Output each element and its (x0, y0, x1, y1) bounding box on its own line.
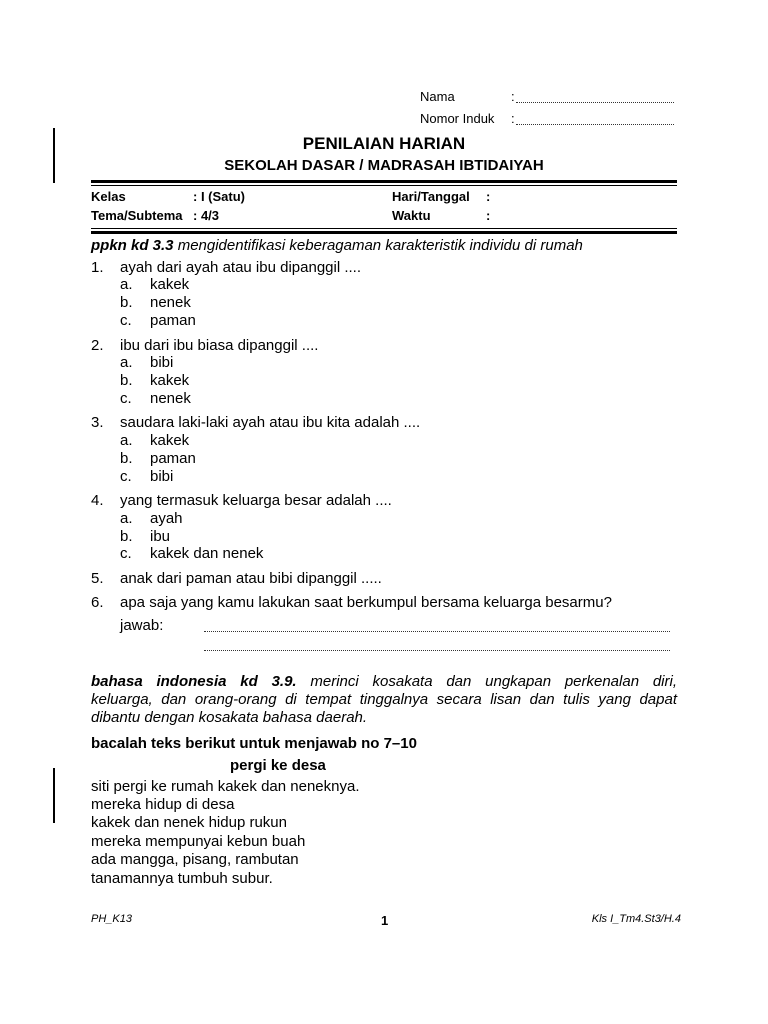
passage-line: mereka hidup di desa (91, 796, 235, 813)
option-letter: b. (120, 528, 133, 545)
passage-line: mereka mempunyai kebun buah (91, 833, 306, 850)
option-text[interactable]: kakek (150, 372, 190, 389)
option-text[interactable]: kakek dan nenek (150, 545, 264, 562)
reading-instruction: bacalah teks berikut untuk menjawab no 7–10 (91, 735, 417, 752)
ppkn-kd-text: mengidentifikasi keberagaman karakteristik individu di rumah (173, 237, 583, 254)
question-number: 4. (91, 492, 104, 509)
nis-field[interactable] (516, 124, 674, 125)
question-number: 2. (91, 337, 104, 354)
option-text[interactable]: ayah (150, 510, 183, 527)
question-number: 6. (91, 594, 104, 611)
page-number: 1 (381, 913, 389, 928)
option-letter: c. (120, 390, 132, 407)
passage-line: kakek dan nenek hidup rukun (91, 814, 287, 831)
page-title: PENILAIAN HARIAN (302, 134, 466, 153)
hari-colon: : (486, 189, 491, 204)
nis-label: Nomor Induk (420, 111, 495, 126)
bahasa-kd-label: bahasa indonesia kd 3.9. (91, 673, 297, 690)
name-label: Nama (420, 89, 455, 104)
waktu-colon: : (486, 208, 491, 223)
kelas-value: : I (Satu) (193, 189, 245, 204)
passage-line: tanamannya tumbuh subur. (91, 870, 273, 887)
ppkn-kd-heading (91, 237, 583, 254)
waktu-label: Waktu (392, 208, 431, 223)
option-text[interactable]: kakek (150, 432, 190, 449)
option-text[interactable]: nenek (150, 390, 191, 407)
bahasa-kd-text-1: merinci kosakata dan ungkapan perkenalan diri, (296, 673, 677, 690)
answer-line-1[interactable] (204, 631, 670, 632)
question-text: apa saja yang kamu lakukan saat berkumpul bersama keluarga besarmu? (120, 594, 612, 611)
option-letter: a. (120, 276, 133, 293)
question-text: saudara laki-laki ayah atau ibu kita adalah .... (120, 414, 421, 431)
name-field[interactable] (516, 102, 674, 103)
bahasa-kd-line-1 (91, 673, 677, 691)
divider-top-thick (91, 180, 677, 183)
option-letter: a. (120, 510, 133, 527)
kelas-label: Kelas (91, 189, 126, 204)
answer-line-2[interactable] (204, 650, 670, 651)
option-letter: a. (120, 354, 133, 371)
passage-title: pergi ke desa (230, 757, 326, 774)
tema-value: : 4/3 (193, 208, 220, 223)
page-subtitle: SEKOLAH DASAR / MADRASAH IBTIDAIYAH (224, 157, 544, 174)
option-text[interactable]: paman (150, 450, 196, 467)
tema-label: Tema/Subtema (91, 208, 183, 223)
name-colon: : (511, 89, 515, 104)
question-number: 5. (91, 570, 104, 587)
option-letter: b. (120, 450, 133, 467)
question-text: ayah dari ayah atau ibu dipanggil .... (120, 259, 362, 276)
option-letter: c. (120, 545, 132, 562)
option-text[interactable]: paman (150, 312, 196, 329)
passage-line: ada mangga, pisang, rambutan (91, 851, 299, 868)
bahasa-kd-line-2: keluarga, dan orang-orang di tempat tinggalnya secara lisan dan tulis yang dapat (91, 691, 677, 708)
option-letter: c. (120, 468, 132, 485)
option-text[interactable]: kakek (150, 276, 190, 293)
footer-left: PH_K13 (91, 913, 132, 925)
passage-line: siti pergi ke rumah kakek dan neneknya. (91, 778, 360, 795)
footer-right: Kls I_Tm4.St3/H.4 (591, 913, 681, 925)
option-letter: b. (120, 372, 133, 389)
option-text[interactable]: bibi (150, 354, 174, 371)
ppkn-kd-label: ppkn kd 3.3 (91, 237, 174, 254)
margin-mark-bottom (53, 768, 55, 823)
answer-label: jawab: (120, 617, 164, 634)
question-text: anak dari paman atau bibi dipanggil ..... (120, 570, 382, 587)
divider-top-thin (91, 185, 677, 186)
question-text: yang termasuk keluarga besar adalah .... (120, 492, 392, 509)
option-text[interactable]: bibi (150, 468, 174, 485)
question-number: 1. (91, 259, 104, 276)
nis-colon: : (511, 111, 515, 126)
question-text: ibu dari ibu biasa dipanggil .... (120, 337, 319, 354)
hari-label: Hari/Tanggal (392, 189, 470, 204)
option-letter: a. (120, 432, 133, 449)
divider-mid-thin (91, 228, 677, 229)
option-text[interactable]: nenek (150, 294, 191, 311)
question-number: 3. (91, 414, 104, 431)
option-letter: c. (120, 312, 132, 329)
option-text[interactable]: ibu (150, 528, 171, 545)
divider-mid-thick (91, 231, 677, 234)
bahasa-kd-line-3: dibantu dengan kosakata bahasa daerah. (91, 709, 368, 726)
option-letter: b. (120, 294, 133, 311)
